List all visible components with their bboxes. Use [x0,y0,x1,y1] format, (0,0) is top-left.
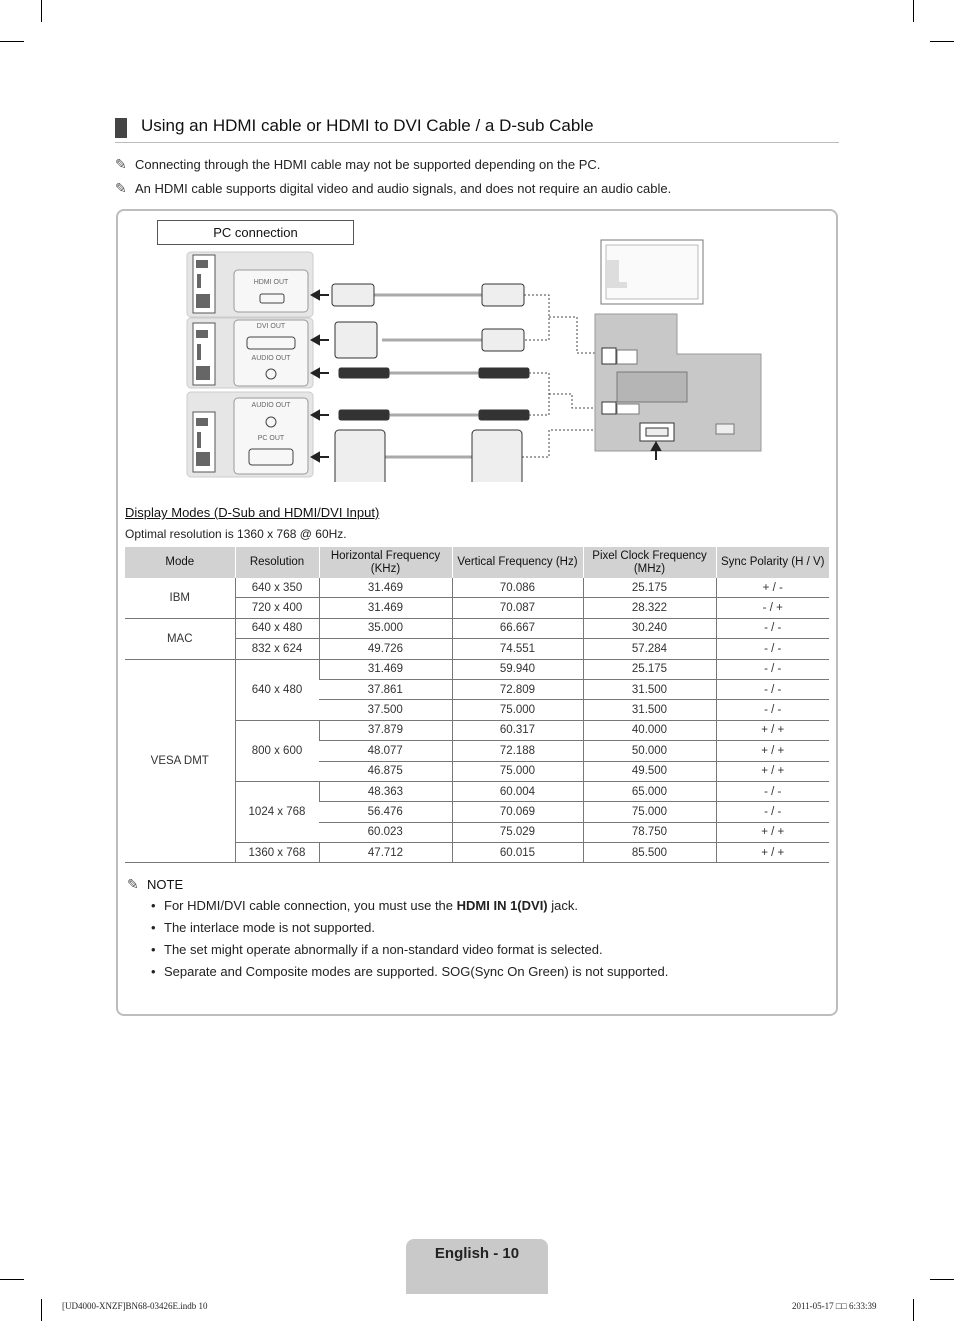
table-header-row [125,547,829,578]
resolution-cell: 640 x 480 [235,659,319,720]
cell: 47.712 [319,843,452,863]
cell: 31.469 [319,659,452,679]
resolution-cell: 640 x 480 [235,618,319,638]
cell: 78.750 [583,822,716,842]
section-header [115,115,839,143]
cell: - / - [716,781,829,801]
cell: - / - [716,679,829,699]
crop-mark [41,1299,42,1321]
cell: + / + [716,822,829,842]
cell: 49.500 [583,761,716,781]
crop-mark [930,1279,954,1280]
table-row [125,578,829,598]
crop-mark [41,0,42,22]
mode-cell: MAC [125,618,235,659]
note-bullet: • The interlace mode is not supported. [151,920,376,935]
cell: 70.087 [452,598,583,618]
note-bullet: • Separate and Composite modes are supported. SOG(Sync On Green) is not supported. [151,964,669,979]
cell: 60.317 [452,720,583,740]
cell: 35.000 [319,618,452,638]
page-number: English - 10 [434,1245,520,1262]
crop-mark [0,41,24,42]
display-modes-title: Display Modes (D-Sub and HDMI/DVI Input) [125,505,380,520]
resolution-cell: 1360 x 768 [235,843,319,863]
cell: 70.086 [452,578,583,598]
cell: 75.029 [452,822,583,842]
cell: 60.004 [452,781,583,801]
resolution-cell: 640 x 350 [235,578,319,598]
cell: 48.077 [319,741,452,761]
cell: + / + [716,843,829,863]
cell: 28.322 [583,598,716,618]
resolution-cell: 720 x 400 [235,598,319,618]
hdmi-in-jack-name: HDMI IN 1(DVI) [456,898,548,913]
cell: + / + [716,741,829,761]
audio-out-label: AUDIO OUT [251,402,291,409]
cell: 25.175 [583,578,716,598]
cell: 31.469 [319,598,452,618]
crop-mark [930,41,954,42]
crop-mark [913,1299,914,1321]
intro-note-2: ✎ An HDMI cable supports digital video and audio signals, and does not require an audio cable. [115,180,672,196]
footer-timestamp: 2011-05-17 □□ 6:33:39 [792,1301,877,1311]
footer-file-name: [UD4000-XNZF]BN68-03426E.indb 10 [62,1301,208,1311]
cell: - / - [716,802,829,822]
table-row [125,618,829,638]
cell: 49.726 [319,639,452,659]
optimal-resolution: Optimal resolution is 1360 x 768 @ 60Hz. [125,527,347,541]
resolution-cell: 832 x 624 [235,639,319,659]
column-header: Horizontal Frequency (KHz) [319,547,452,578]
pencil-note-icon: ✎ [127,876,139,892]
crop-mark [0,1279,24,1280]
cell: 57.284 [583,639,716,659]
cell: 25.175 [583,659,716,679]
cell: 40.000 [583,720,716,740]
cell: 46.875 [319,761,452,781]
column-header: Pixel Clock Frequency (MHz) [583,547,716,578]
dvi-out-label: DVI OUT [256,323,286,330]
pc-connection-diagram [157,220,767,482]
cell: 30.240 [583,618,716,638]
crop-mark [913,0,914,22]
cell: 37.861 [319,679,452,699]
cell: - / - [716,639,829,659]
cell: 31.469 [319,578,452,598]
note-bullet: • For HDMI/DVI cable connection, you must use the HDMI IN 1(DVI) jack. [151,898,578,913]
cell: 72.188 [452,741,583,761]
mode-cell: VESA DMT [125,659,235,863]
resolution-cell: 1024 x 768 [235,781,319,842]
column-header: Sync Polarity (H / V) [716,547,829,578]
cell: 37.500 [319,700,452,720]
pencil-note-icon: ✎ [115,180,127,196]
audio-out-label: AUDIO OUT [251,355,291,362]
mode-cell: IBM [125,578,235,618]
hdmi-out-label: HDMI OUT [253,279,289,286]
column-header: Vertical Frequency (Hz) [452,547,583,578]
bullet-icon: • [151,898,156,913]
cell: 37.879 [319,720,452,740]
cell: 66.667 [452,618,583,638]
cell: 31.500 [583,679,716,699]
cell: 75.000 [583,802,716,822]
note-heading: ✎ NOTE [127,876,184,892]
cell: + / + [716,720,829,740]
cell: + / + [716,761,829,781]
cell: - / + [716,598,829,618]
section-title: Using an HDMI cable or HDMI to DVI Cable / a D-sub Cable [141,116,594,135]
pc-out-label: PC OUT [257,435,285,442]
page-number-tab [406,1239,548,1294]
cell: - / - [716,659,829,679]
cell: 65.000 [583,781,716,801]
pc-connection-label: PC connection [157,220,354,245]
bullet-icon: • [151,964,156,979]
section-marker [115,118,127,138]
cell: + / - [716,578,829,598]
column-header: Resolution [235,547,319,578]
display-modes-table [125,547,829,863]
cell: 74.551 [452,639,583,659]
bullet-icon: • [151,942,156,957]
intro-note-1: ✎ Connecting through the HDMI cable may not be supported depending on the PC. [115,156,601,172]
table-row [125,659,829,679]
cell: 75.000 [452,700,583,720]
cell: 50.000 [583,741,716,761]
cell: 31.500 [583,700,716,720]
connection-illustration [157,220,767,482]
resolution-cell: 800 x 600 [235,720,319,781]
pencil-note-icon: ✎ [115,156,127,172]
cell: 75.000 [452,761,583,781]
cell: 59.940 [452,659,583,679]
cell: - / - [716,700,829,720]
cell: 70.069 [452,802,583,822]
cell: 60.023 [319,822,452,842]
cell: 56.476 [319,802,452,822]
bullet-icon: • [151,920,156,935]
note-bullet: • The set might operate abnormally if a non-standard video format is selected. [151,942,603,957]
cell: 72.809 [452,679,583,699]
cell: 60.015 [452,843,583,863]
column-header: Mode [125,547,235,578]
cell: 85.500 [583,843,716,863]
cell: - / - [716,618,829,638]
cell: 48.363 [319,781,452,801]
